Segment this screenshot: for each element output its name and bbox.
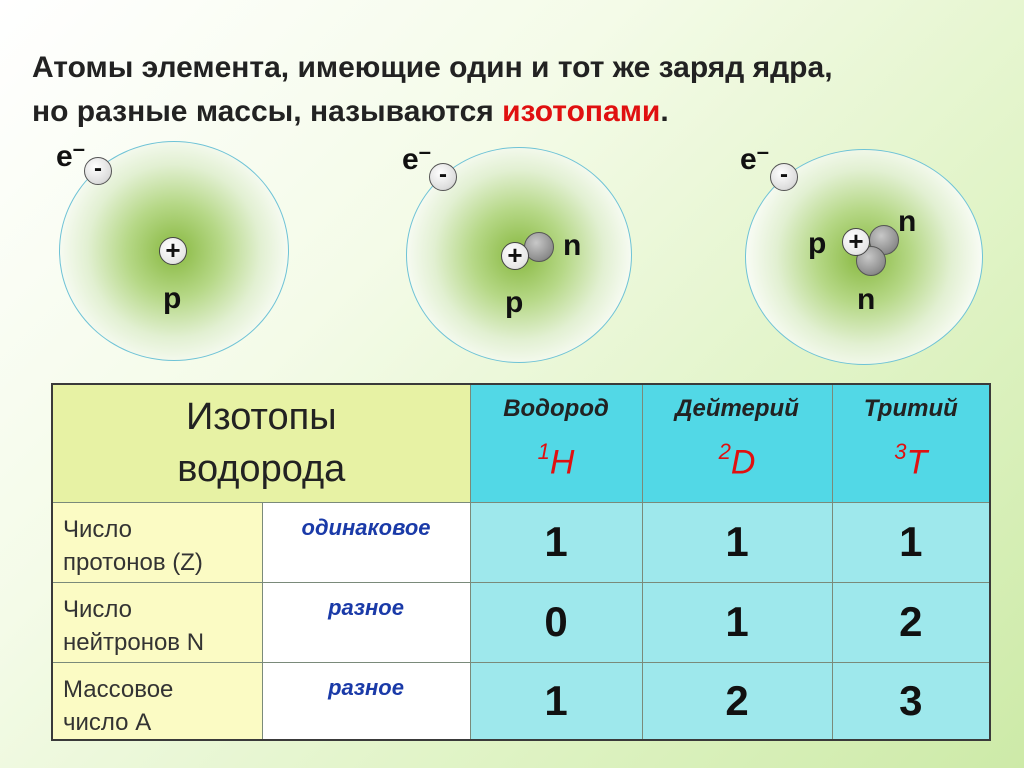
neutron-label: n (563, 229, 582, 262)
electron-label (740, 139, 769, 176)
row-label-line-1: Число (63, 595, 133, 623)
row-note: разное (262, 582, 470, 662)
value-cell: 2 (832, 582, 990, 662)
value-cell: 1 (832, 502, 990, 582)
table-header-title (52, 384, 470, 502)
isotope-symbol (471, 441, 642, 482)
value-cell: 2 (642, 662, 832, 740)
table-header-title-line-2: водорода (177, 448, 346, 491)
electron-icon: - (84, 157, 112, 185)
table-header-title-line-1: Изотопы (185, 396, 337, 439)
electron-label-sup: – (72, 136, 85, 161)
row-label-line-2: протонов (Z) (63, 548, 203, 576)
slide-title (32, 46, 992, 134)
electron-label-sup: – (418, 139, 431, 164)
electron-label (402, 139, 431, 176)
isotopes-highlight: изотопами (502, 95, 661, 128)
isotope-mass-number: 3 (894, 439, 907, 464)
isotope-symbol-letter: H (549, 443, 575, 482)
isotope-symbol (643, 441, 832, 482)
table-row (52, 502, 990, 582)
title-line-1: Атомы элемента, имеющие один и тот же заряд ядра, (32, 51, 833, 84)
value-cell: 1 (642, 502, 832, 582)
electron-label-text: e (740, 143, 757, 176)
row-label-line-2: число А (63, 708, 152, 736)
isotope-header-tritium (832, 384, 990, 502)
isotope-name: Тритий (863, 395, 958, 422)
isotope-mass-number: 2 (718, 439, 731, 464)
isotope-header-hydrogen (470, 384, 642, 502)
title-line-2 (32, 90, 992, 134)
row-label-protons (52, 502, 262, 582)
isotope-symbol (833, 441, 990, 482)
row-label-line-1: Число (63, 515, 133, 543)
proton-label: p (808, 227, 827, 260)
row-label-line-2: нейтронов N (63, 628, 205, 656)
electron-label (56, 136, 85, 173)
electron-label-text: e (56, 140, 73, 173)
isotope-name: Дейтерий (675, 395, 799, 422)
table-header-row (52, 384, 990, 502)
table-row (52, 582, 990, 662)
isotope-symbol-letter: T (906, 443, 928, 482)
value-cell: 1 (470, 662, 642, 740)
electron-icon: - (429, 163, 457, 191)
value-cell: 1 (470, 502, 642, 582)
proton-icon: + (842, 228, 870, 256)
row-note: одинаковое (262, 502, 470, 582)
isotope-mass-number: 1 (537, 439, 550, 464)
electron-label-sup: – (756, 139, 769, 164)
row-label-neutrons (52, 582, 262, 662)
title-line-2-suffix: . (660, 95, 669, 128)
value-cell: 3 (832, 662, 990, 740)
proton-icon: + (159, 237, 187, 265)
electron-label-text: e (402, 143, 419, 176)
table-row (52, 662, 990, 740)
neutron-label: n (898, 205, 917, 238)
title-line-2-prefix: но разные массы, называются (32, 95, 503, 128)
value-cell: 1 (642, 582, 832, 662)
isotope-name: Водород (503, 395, 609, 422)
isotope-header-deuterium (642, 384, 832, 502)
isotopes-table (51, 383, 991, 741)
neutron-label: n (857, 283, 876, 316)
isotope-symbol-letter: D (730, 443, 756, 482)
proton-label: p (163, 282, 182, 315)
value-cell: 0 (470, 582, 642, 662)
electron-icon: - (770, 163, 798, 191)
row-note: разное (262, 662, 470, 740)
row-label-line-1: Массовое (63, 675, 174, 703)
row-label-mass-number (52, 662, 262, 740)
proton-label: p (505, 286, 524, 319)
proton-icon: + (501, 242, 529, 270)
